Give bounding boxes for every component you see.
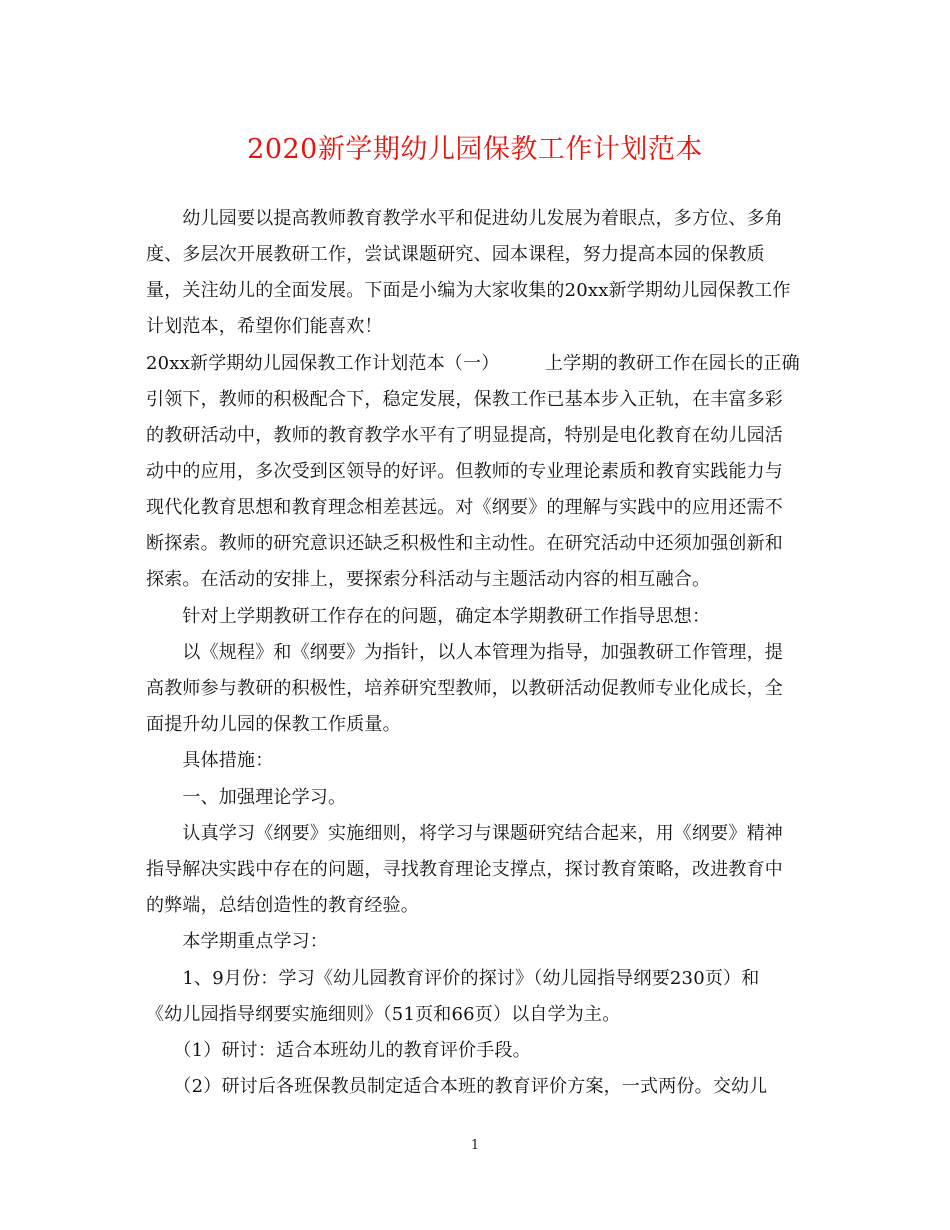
body-line: 度、多层次开展教研工作，尝试课题研究、园本课程，努力提高本园的保教质 [146,244,765,265]
body-line: 引领下，教师的积极配合下，稳定发展，保教工作已基本步入正轨，在丰富多彩 [146,389,783,410]
body-line: 计划范本，希望你们能喜欢！ [146,316,383,337]
body-line: 一、加强理论学习。 [146,787,347,808]
body-line: 本学期重点学习： [146,931,328,952]
body-line: 的教研活动中，教师的教育教学水平有了明显提高，特别是电化教育在幼儿园活 [146,425,783,446]
body-line: 面提升幼儿园的保教工作质量。 [146,714,401,735]
body-line: 具体措施： [146,750,274,771]
body-line: 高教师参与教研的积极性，培养研究型教师，以教研活动促教师专业化成长，全 [146,678,783,699]
page-number: 1 [470,1138,480,1153]
body-line: 现代化教育思想和教育理念相差甚远。对《纲要》的理解与实践中的应用还需不 [146,497,783,518]
body-line: 以《规程》和《纲要》为指针，以人本管理为指导，加强教研工作管理，提 [146,642,783,663]
body-line: 探索。在活动的安排上，要探索分科活动与主题活动内容的相互融合。 [146,569,711,590]
body-line: 指导解决实践中存在的问题，寻找教育理论支撑点，探讨教育策略，改进教育中 [146,859,783,880]
body-line: 动中的应用，多次受到区领导的好评。但教师的专业理论素质和教育实践能力与 [146,461,783,482]
body-line: 20xx新学期幼儿园保教工作计划范本（一） 上学期的教研工作在园长的正确 [146,353,800,374]
body-line: 《幼儿园指导纲要实施细则》（51页和66页）以自学为主。 [146,1004,621,1025]
body-line: 量，关注幼儿的全面发展。下面是小编为大家收集的20xx新学期幼儿园保教工作 [146,280,791,301]
body-line: 针对上学期教研工作存在的问题，确定本学期教研工作指导思想： [146,606,711,627]
body-line: 幼儿园要以提高教师教育教学水平和促进幼儿发展为着眼点，多方位、多角 [146,208,783,229]
document-title: 2020新学期幼儿园保教工作计划范本 [247,134,703,165]
body-line: 的弊端，总结创造性的教育经验。 [146,895,419,916]
body-line: 认真学习《纲要》实施细则，将学习与课题研究结合起来，用《纲要》精神 [146,823,783,844]
body-line: （1）研讨：适合本班幼儿的教育评价手段。 [146,1040,531,1061]
body-line: （2）研讨后各班保教员制定适合本班的教育评价方案，一式两份。交幼儿 [146,1076,768,1097]
body-line: 断探索。教师的研究意识还缺乏积极性和主动性。在研究活动中还须加强创新和 [146,533,783,554]
body-line: 1、9月份：学习《幼儿园教育评价的探讨》（幼儿园指导纲要230页）和 [146,968,760,989]
